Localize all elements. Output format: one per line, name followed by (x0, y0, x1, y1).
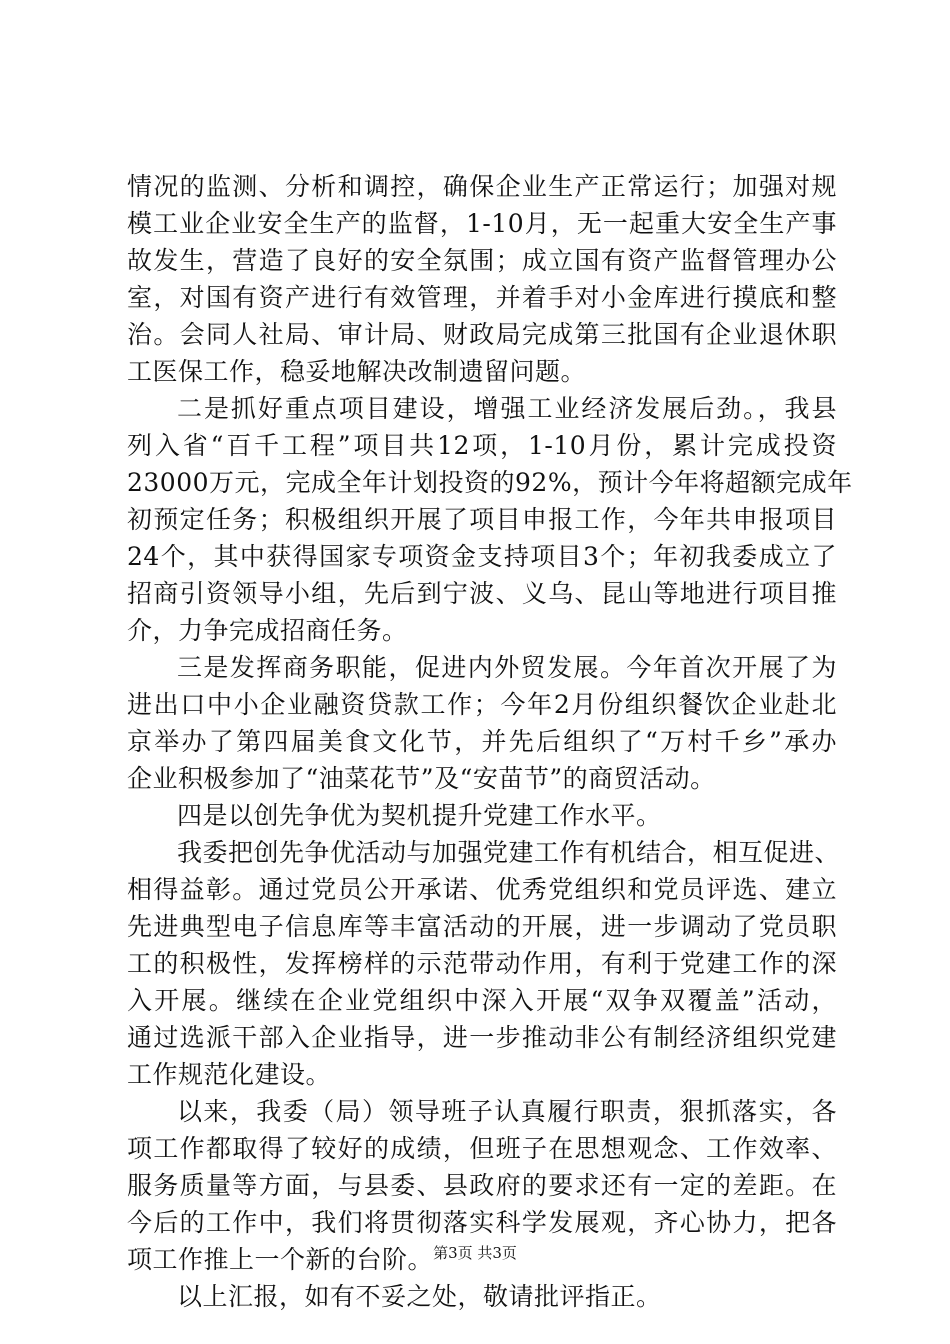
body-text-line: 三是发挥商务职能，促进内外贸发展。今年首次开展了为 (177, 653, 837, 682)
body-text-line: 初预定任务；积极组织开展了项目申报工作，今年共申报项目 (127, 505, 837, 534)
body-text-line: 今后的工作中，我们将贯彻落实科学发展观，齐心协力，把各 (127, 1208, 837, 1237)
body-text-line: 京举办了第四届美食文化节，并先后组织了“万村千乡”承办 (127, 727, 837, 756)
body-text-line: 四是以创先争优为契机提升党建工作水平。 (177, 801, 662, 830)
body-text-line: 介，力争完成招商任务。 (127, 616, 408, 645)
body-text-line: 项工作推上一个新的台阶。 (127, 1245, 434, 1274)
body-text-line: 招商引资领导小组，先后到宁波、义乌、昆山等地进行项目推 (127, 579, 837, 608)
body-text-line: 企业积极参加了“油菜花节”及“安苗节”的商贸活动。 (127, 764, 716, 793)
body-text-line: 23000万元，完成全年计划投资的92%，预计今年将超额完成年 (127, 468, 853, 497)
body-text-line: 以上汇报，如有不妥之处，敬请批评指正。 (177, 1282, 662, 1311)
body-text-line: 进出口中小企业融资贷款工作；今年2月份组织餐饮企业赴北 (127, 690, 837, 719)
body-text-line: 工作规范化建设。 (127, 1060, 332, 1089)
body-text-line: 室，对国有资产进行有效管理，并着手对小金库进行摸底和整 (127, 283, 837, 312)
body-text-line: 相得益彰。通过党员公开承诺、优秀党组织和党员评选、建立 (127, 875, 837, 904)
body-text-line: 故发生，营造了良好的安全氛围；成立国有资产监督管理办公 (127, 246, 837, 275)
page-number-footer: 第3页 共3页 (433, 1244, 517, 1262)
body-text-line: 服务质量等方面，与县委、县政府的要求还有一定的差距。在 (127, 1171, 837, 1200)
body-text-line: 列入省“百千工程”项目共12项，1-10月份，累计完成投资 (127, 431, 837, 460)
body-text-line: 工医保工作，稳妥地解决改制遗留问题。 (127, 357, 587, 386)
body-text-line: 入开展。继续在企业党组织中深入开展“双争双覆盖”活动， (127, 986, 837, 1015)
body-text-line: 以来，我委（局）领导班子认真履行职责，狠抓落实，各 (177, 1097, 837, 1126)
body-text-line: 24个，其中获得国家专项资金支持项目3个；年初我委成立了 (127, 542, 837, 571)
body-text-line: 工的积极性，发挥榜样的示范带动作用，有利于党建工作的深 (127, 949, 837, 978)
body-text-line: 治。会同人社局、审计局、财政局完成第三批国有企业退休职 (127, 320, 837, 349)
body-text-line: 通过选派干部入企业指导，进一步推动非公有制经济组织党建 (127, 1023, 837, 1052)
body-text-line: 模工业企业安全生产的监督，1-10月，无一起重大安全生产事 (127, 209, 837, 238)
body-text-line: 我委把创先争优活动与加强党建工作有机结合，相互促进、 (177, 838, 841, 867)
body-text-line: 项工作都取得了较好的成绩，但班子在思想观念、工作效率、 (127, 1134, 837, 1163)
document-body (127, 168, 853, 1315)
body-text-line: 二是抓好重点项目建设，增强工业经济发展后劲。，我县 (177, 394, 837, 423)
body-text-line: 先进典型电子信息库等丰富活动的开展，进一步调动了党员职 (127, 912, 837, 941)
body-text-line: 情况的监测、分析和调控，确保企业生产正常运行；加强对规 (127, 172, 837, 201)
